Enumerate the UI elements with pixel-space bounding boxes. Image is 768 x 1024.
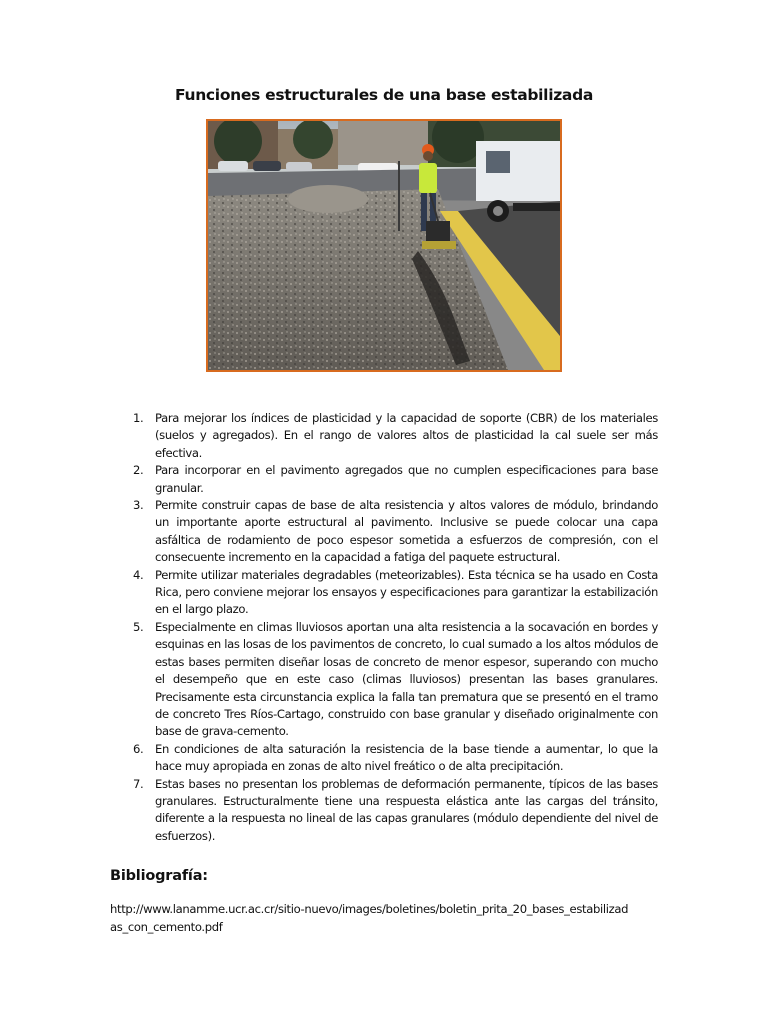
bibliography-link[interactable]: http://www.lanamme.ucr.ac.cr/sitio-nuevo/images/boletines/boletin_prita_20_bases_estabilizadas_con_cemento.pdf: [110, 902, 629, 934]
list-item-number: 1.: [133, 411, 144, 425]
list-item-text: Permite utilizar materiales degradables (meteorizables). Esta técnica se ha usado en Costa Rica, pero conviene mejorar los ensayos y especificaciones para garantizar la estabilización en el largo plazo.: [155, 567, 658, 617]
construction-photo: [206, 119, 562, 372]
list-item: [100, 497, 658, 567]
list-item-number: 7.: [133, 776, 144, 791]
list-item-text: Para incorporar en el pavimento agregados que no cumplen especificaciones para base granular.: [155, 463, 658, 495]
list-item-text: Especialmente en climas lluviosos aportan una alta resistencia a la socavación en bordes y esquinas en las losas de los pavimentos de concreto, lo cual sumado a los altos módulos de estas bases permiten diseñar losas de concreto de menor espesor, superando con mucho el desempeño que en este caso (climas lluviosos) presentan las bases granulares. Precisamente esta circunstancia explica la falla tan prematura que se presentó en el tramo de concreto Tres Ríos-Cartago, construido con base granular y diseñado originalmente con base de grava-cemento.: [155, 619, 658, 739]
list-item-number: 2.: [133, 463, 144, 478]
list-item: [100, 619, 658, 741]
structural-functions-list: [100, 410, 658, 845]
list-item: [100, 741, 658, 776]
list-item-number: 4.: [133, 567, 144, 582]
list-item-text: Estas bases no presentan los problemas de deformación permanente, típicos de las bases granulares. Estructuralmente tiene una respuesta elástica ante las cargas del tránsito, diferente a la respuesta no lineal de las capas granulares (módulo dependiente del nivel de esfuerzos).: [155, 776, 658, 843]
list-item: [100, 462, 658, 497]
list-item-number: 3.: [133, 498, 144, 513]
list-item-text: En condiciones de alta saturación la resistencia de la base tiende a aumentar, lo que la hace muy apropiada en zonas de alto nivel freático o de alta precipitación.: [155, 741, 658, 774]
list-item: [100, 410, 658, 462]
list-item-text: Permite construir capas de base de alta resistencia y altos valores de módulo, brindando un importante aporte estructural al pavimento. Inclusive se puede colocar una capa asfáltica de rodamiento de poco espesor sometida a esfuerzos de compresión, con el consecuente incremento en la capacidad a fatiga del paquete estructural.: [155, 498, 658, 565]
bibliography-heading: Bibliografía:: [110, 868, 208, 884]
photo-illustration: [208, 121, 560, 370]
document-title: Funciones estructurales de una base estabilizada: [174, 86, 594, 104]
list-item-number: 5.: [133, 619, 144, 634]
list-item: [100, 776, 658, 846]
list-item: [100, 567, 658, 619]
list-item-number: 6.: [133, 741, 144, 756]
list-item-text: Para mejorar los índices de plasticidad y la capacidad de soporte (CBR) de los materiales (suelos y agregados). En el rango de valores altos de plasticidad la cal suele ser más efectiva.: [155, 411, 658, 460]
